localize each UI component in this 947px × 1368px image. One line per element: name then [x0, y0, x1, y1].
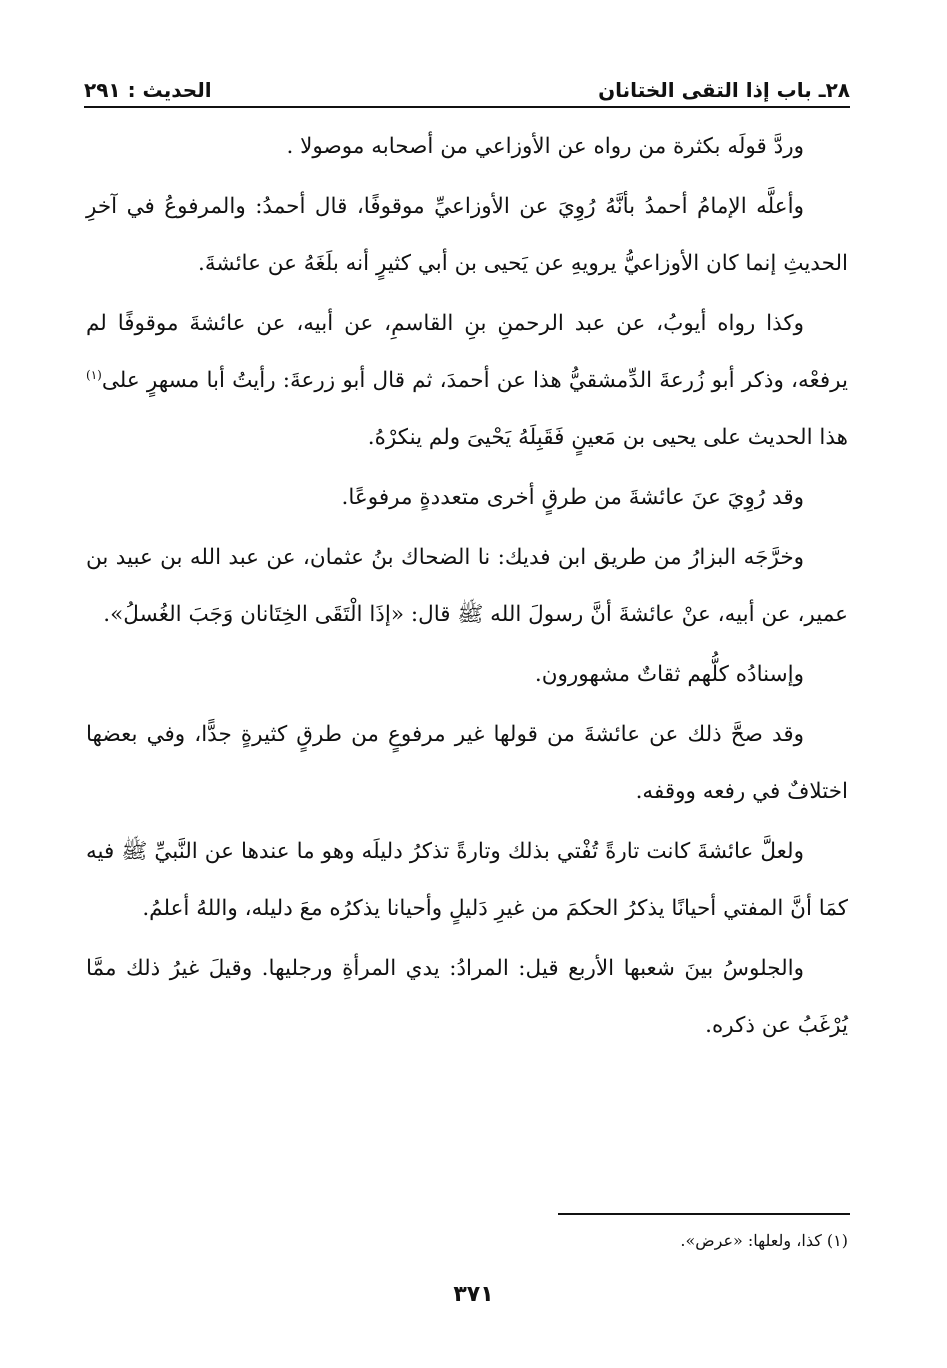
paragraph-text: هذا الحديث على يحيى بن مَعينٍ فَقَبِلَهُ يَحْيىَ ولم ينكرْهُ. [367, 425, 848, 450]
paragraph: وردَّ قولَه بكثرة من رواه عن الأوزاعي من أصحابه موصولا . [286, 134, 804, 159]
footnote-rule [558, 1213, 850, 1215]
paragraph: والجلوسُ بينَ شعبها الأربع قيل: المرادُ: يدي المرأةِ ورجليها. وقيلَ غيرُ ذلك ممَّا يُرْغَبُ عن ذكره. [86, 956, 848, 1038]
paragraph: وأعلَّه الإمامُ أحمدُ بأنَّهُ رُوِيَ عن الأوزاعيِّ موقوفًا، قال أحمدُ: والمرفوعُ في آخرِ الحديثِ إنما كان الأوزاعيُّ يرويهِ عن يَحيى بن أبي كثيرٍ أنه بلَغَهُ عن عائشةَ. [86, 194, 848, 276]
footnote: (١) كذا، ولعلها: «عرض». [680, 1231, 848, 1250]
footnote-marker: (١) [86, 367, 102, 382]
body-text [86, 118, 848, 1057]
running-header [84, 68, 850, 102]
paragraph: وقد رُوِيَ عنَ عائشةَ من طرقٍ أخرى متعددةٍ مرفوعًا. [341, 485, 804, 510]
page-number: ٣٧١ [453, 1282, 494, 1307]
paragraph: ولعلَّ عائشةَ كانت تارةً تُفْتي بذلك وتارةً تذكرُ دليلَه وهو ما عندها عن النَّبيِّ ﷺ فيه كمَا أنَّ المفتي أحيانًا يذكرُ الحكمَ من غيرِ دَليلٍ وأحيانا يذكرُه معَ دليله، واللهُ أعلمُ. [86, 839, 848, 921]
footnotes [86, 1228, 848, 1254]
paragraph [86, 295, 848, 466]
paragraph-text: وكذا رواه أيوبُ، عن عبد الرحمنِ بنِ القاسمِ، عن أبيه، عن عائشةَ موقوفًا لم يرفعْه، وذكر أبو زُرعةَ الدِّمشقيُّ هذا عن أحمدَ، ثم قال أبو زرعةَ: رأيتُ أبا مسهرٍ على [86, 311, 848, 393]
paragraph: وخرَّجَه البزارُ من طريق ابن فديك: نا الضحاك بنُ عثمان، عن عبد الله بن عبيد بن عمير، عن أبيه، عنْ عائشةَ أنَّ رسولَ الله ﷺ قال: «إذَا الْتَقَى الخِتَانان وَجَبَ الغُسلُ». [86, 545, 848, 627]
hadith-reference: الحديث : ٢٩١ [84, 78, 212, 102]
header-rule [84, 106, 850, 108]
paragraph: وقد صحَّ ذلك عن عائشةَ من قولها غير مرفوعٍ من طرقٍ كثيرةٍ جدًّا، وفي بعضها اختلافٌ في رفعه ووقفه. [86, 722, 848, 804]
paragraph: وإسنادُه كلُّهم ثقاتٌ مشهورون. [534, 662, 804, 687]
chapter-title: ٢٨ـ باب إذا التقى الختانان [598, 78, 850, 102]
